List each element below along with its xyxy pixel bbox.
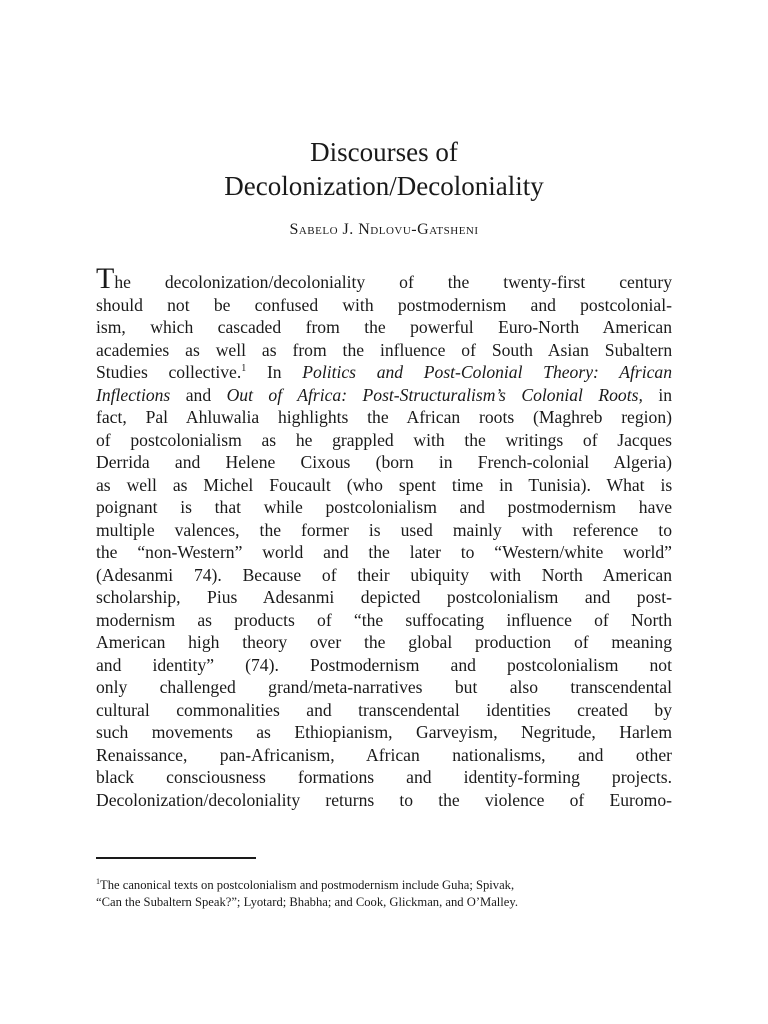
article-title bbox=[96, 135, 672, 203]
body-line: American high theory over the global production of meaning bbox=[96, 632, 672, 652]
body-line: black consciousness formations and identity-forming projects. bbox=[96, 767, 672, 787]
footnote-marker: 1 bbox=[96, 876, 100, 886]
body-line: modernism as products of “the suffocating influence of North bbox=[96, 609, 672, 630]
body-line: scholarship, Pius Adesanmi depicted postcolonialism and post- bbox=[96, 587, 672, 607]
footnote-ref[interactable]: 1 bbox=[241, 363, 247, 375]
body-line: Renaissance, pan-Africanism, African nationalisms, and other bbox=[96, 744, 672, 765]
body-line: should not be confused with postmodernism and postcolonial- bbox=[96, 294, 672, 315]
body-line: Studies collective.$^1$ In Politics and Post-Colonial Theory: African bbox=[96, 362, 672, 382]
body-line: fact, Pal Ahluwalia highlights the African roots (Maghreb region) bbox=[96, 407, 672, 427]
footnote-line: $^1$The canonical texts on postcolonialism and postmodernism include Guha; Spivak, bbox=[96, 876, 515, 892]
footnote-divider bbox=[96, 857, 256, 859]
body-line: multiple valences, the former is used mainly with reference to bbox=[96, 519, 672, 540]
drop-cap: T bbox=[96, 262, 115, 295]
author-name: Sabelo J. Ndlovu-Gatsheni bbox=[289, 221, 479, 238]
body-line: academies as well as from the influence of South Asian Subaltern bbox=[96, 339, 673, 360]
body-line: cultural commonalities and transcendental identities created by bbox=[96, 699, 672, 720]
title-line-2: Decolonization/Decoloniality bbox=[224, 171, 544, 201]
page bbox=[96, 0, 672, 1024]
body-line: Derrida and Helene Cixous (born in French-colonial Algeria) bbox=[96, 452, 672, 472]
body-line: the “non-Western” world and the later to “Western/white world” bbox=[96, 542, 672, 562]
footnote bbox=[96, 877, 672, 911]
body-text bbox=[96, 262, 673, 811]
body-line: and identity” (74). Postmodernism and postcolonialism not bbox=[96, 654, 672, 675]
body-line: Decolonization/decoloniality returns to the violence of Euromo- bbox=[96, 789, 672, 810]
body-line: (Adesanmi 74). Because of their ubiquity with North American bbox=[96, 564, 672, 585]
title-line-1: Discourses of bbox=[310, 137, 458, 167]
body-line: ism, which cascaded from the powerful Euro-North American bbox=[96, 317, 672, 337]
body-line: as well as Michel Foucault (who spent time in Tunisia). What is bbox=[96, 474, 673, 495]
book-title: Politics and Post-Colonial Theory: African bbox=[302, 362, 672, 382]
body-line: only challenged grand/meta-narratives but also transcendental bbox=[96, 677, 672, 697]
body-line: The decolonization/decoloniality of the twenty-first century bbox=[96, 262, 672, 295]
footnote-line: “Can the Subaltern Speak?”; Lyotard; Bhabha; and Cook, Glickman, and O’Malley. bbox=[96, 895, 519, 909]
body-line: Inflections and Out of Africa: Post-Structuralism’s Colonial Roots, in bbox=[96, 384, 673, 405]
book-title: Out of Africa: Post-Structuralism’s Colonial Roots, bbox=[226, 384, 643, 405]
body-line: poignant is that while postcolonialism and postmodernism have bbox=[96, 497, 672, 517]
body-line: such movements as Ethiopianism, Garveyism, Negritude, Harlem bbox=[96, 722, 672, 742]
book-title: Inflections bbox=[96, 384, 171, 405]
body-line: of postcolonialism as he grappled with the writings of Jacques bbox=[96, 429, 672, 450]
